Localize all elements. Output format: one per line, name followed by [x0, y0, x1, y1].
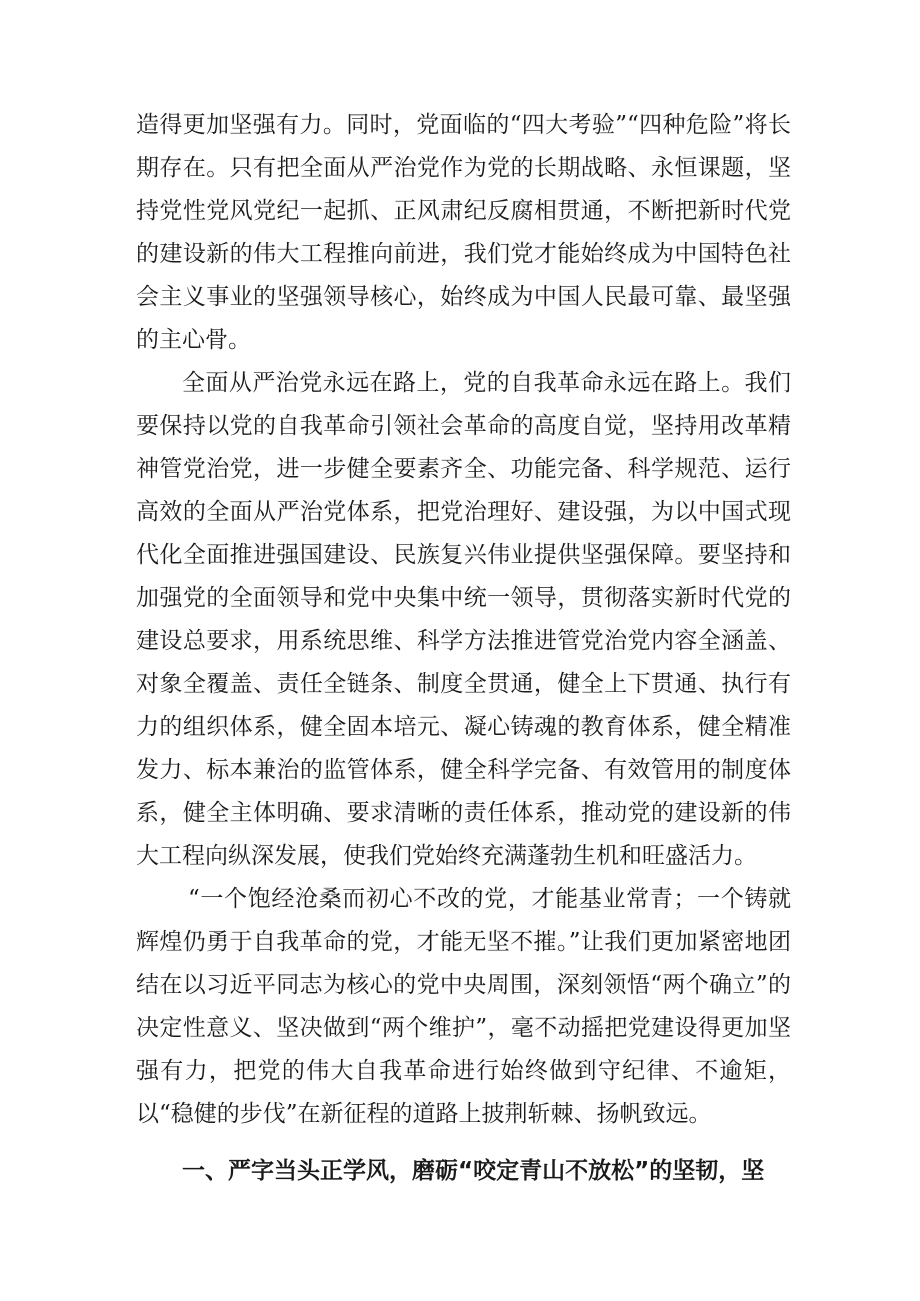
- paragraph-self-revolution: 全面从严治党永远在路上，党的自我革命永远在路上。我们要保持以党的自我革命引领社会革命的高度自觉，坚持用改革精神管党治党，进一步健全要素齐全、功能完备、科学规范、运行高效的全面从严治党体系，把党治理好、建设强，为以中国式现代化全面推进强国建设、民族复兴伟业提供坚强保障。要坚持和加强党的全面领导和党中央集中统一领导，贯彻落实新时代党的建设总要求，用系统思维、科学方法推进管党治党内容全涵盖、对象全覆盖、责任全链条、制度全贯通，健全上下贯通、执行有力的组织体系，健全固本培元、凝心铸魂的教育体系，健全精准发力、标本兼治的监管体系，健全科学完备、有效管用的制度体系，健全主体明确、要求清晰的责任体系，推动党的建设新的伟大工程向纵深发展，使我们党始终充满蓬勃生机和旺盛活力。: [136, 370, 791, 869]
- paragraph-quote: “一个饱经沧桑而初心不改的党，才能基业常青；一个铸就辉煌仍勇于自我革命的党，才能无坚不摧。”让我们更加紧密地团结在以习近平同志为核心的党中央周围，深刻领悟“两个确立”的决定性意义、坚决做到“两个维护”，毫不动摇把党建设得更加坚强有力，把党的伟大自我革命进行始终做到守纪律、不逾矩，以“稳健的步伐”在新征程的道路上披荆斩棘、扬帆致远。: [136, 886, 791, 1127]
- section-heading: 一、严字当头正学风，磨砺“咬定青山不放松”的坚韧，坚: [182, 1158, 765, 1184]
- paragraph-continuation: 造得更加坚强有力。同时，党面临的“四大考验”“四种危险”将长期存在。只有把全面从严治党作为党的长期战略、永恒课题，坚持党性党风党纪一起抓、正风肃纪反腐相贯通，不断把新时代党的建设新的伟大工程推向前进，我们党才能始终成为中国特色社会主义事业的坚强领导核心，始终成为中国人民最可靠、最坚强的主心骨。: [136, 112, 791, 353]
- document-body: [136, 104, 791, 1193]
